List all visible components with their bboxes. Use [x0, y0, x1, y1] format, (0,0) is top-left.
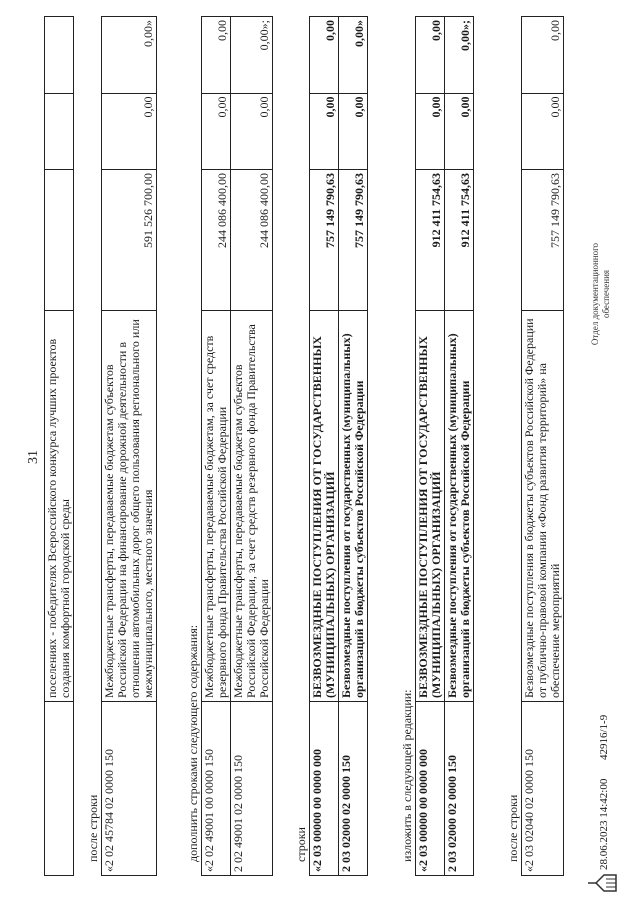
- section-rows: [294, 16, 368, 876]
- value-cell: 0,00»;: [445, 17, 474, 94]
- value-cell: 0,00: [339, 93, 368, 169]
- code-cell: [45, 701, 74, 875]
- value-cell: 0,00: [522, 93, 564, 169]
- code-cell: «2 03 00000 00 0000 000: [416, 701, 445, 875]
- code-cell: 2 03 02000 02 0000 150: [339, 701, 368, 875]
- value-cell: 0,00: [310, 93, 339, 169]
- table-row: [231, 17, 273, 876]
- table-row: [339, 17, 368, 876]
- name-cell: БЕЗВОЗМЕЗДНЫЕ ПОСТУПЛЕНИЯ ОТ ГОСУДАРСТВЕННЫХ (МУНИЦИПАЛЬНЫХ) ОРГАНИЗАЦИЙ: [310, 310, 339, 701]
- value-cell: 0,00»: [102, 17, 157, 94]
- section-label: после строки: [506, 794, 520, 862]
- section-label: строки: [294, 827, 308, 862]
- department-stamp: Отдел документационного обеспечения: [590, 242, 611, 346]
- value-cell: 757 149 790,63: [310, 169, 339, 310]
- code-cell: «2 02 49001 00 0000 150: [202, 701, 231, 875]
- value-cell: 0,00: [202, 93, 231, 169]
- duma-logo-icon: [582, 872, 622, 894]
- value-cell: 0,00: [416, 17, 445, 94]
- name-cell: Межбюджетные трансферты, передаваемые бюджетам субъектов Российской Федерации, за счет средств резервного фонда Правительства Российской Федерации: [231, 310, 273, 701]
- value-cell: 0,00: [522, 17, 564, 94]
- table-row: [416, 17, 445, 876]
- top-table: [44, 16, 74, 876]
- footer-doc-id: 42916/1-9: [598, 714, 610, 760]
- page-number: 31: [26, 450, 41, 464]
- section-add-rows: [186, 16, 273, 876]
- value-cell: 244 086 400,00: [231, 169, 273, 310]
- section-new-wording: [400, 16, 474, 876]
- value-cell: 0,00: [416, 93, 445, 169]
- value-cell: 0,00»;: [231, 17, 273, 94]
- name-cell: Безвозмездные поступления в бюджеты субъектов Российской Федерации от публично-правовой компании «Фонд развития территорий» на обеспечение мероприятий: [522, 310, 564, 701]
- name-cell: поселениях - победителях Всероссийского конкурса лучших проектов создания комфортной городской среды: [45, 310, 74, 701]
- name-cell: Межбюджетные трансферты, передаваемые бюджетам, за счет средств резервного фонда Правительства Российской Федерации: [202, 310, 231, 701]
- section-label: после строки: [86, 794, 100, 862]
- section-after-row: [86, 16, 157, 876]
- section-label: дополнить строками следующего содержания:: [186, 624, 200, 862]
- value-cell: 912 411 754,63: [416, 169, 445, 310]
- table-row: [202, 17, 231, 876]
- value-cell: [45, 17, 74, 94]
- table-row: [445, 17, 474, 876]
- code-cell: «2 03 02040 02 0000 150: [522, 701, 564, 875]
- code-cell: «2 02 45784 02 0000 150: [102, 701, 157, 875]
- value-cell: 912 411 754,63: [445, 169, 474, 310]
- section-label: изложить в следующей редакции:: [400, 689, 414, 862]
- value-cell: 244 086 400,00: [202, 169, 231, 310]
- table-row: [45, 17, 74, 876]
- table-row: [102, 17, 157, 876]
- value-cell: [45, 93, 74, 169]
- footer-date: 28.06.2023 14:42:00: [598, 778, 610, 870]
- section-after-row-2: [506, 16, 564, 876]
- code-cell: 2 03 02000 02 0000 150: [445, 701, 474, 875]
- name-cell: Безвозмездные поступления от государственных (муниципальных) организаций в бюджеты субъектов Российской Федерации: [445, 310, 474, 701]
- value-cell: 0,00: [202, 17, 231, 94]
- value-cell: 757 149 790,63: [339, 169, 368, 310]
- value-cell: 0,00: [102, 93, 157, 169]
- value-cell: 757 149 790,63: [522, 169, 564, 310]
- name-cell: Межбюджетные трансферты, передаваемые бюджетам субъектов Российской Федерации на финансирование дорожной деятельности в отношении автомобильных дорог общего пользования регионального или межмуниципального, местного значения: [102, 310, 157, 701]
- code-cell: 2 02 49001 02 0000 150: [231, 701, 273, 875]
- value-cell: [45, 169, 74, 310]
- name-cell: Безвозмездные поступления от государственных (муниципальных) организаций в бюджеты субъектов Российской Федерации: [339, 310, 368, 701]
- name-cell: БЕЗВОЗМЕЗДНЫЕ ПОСТУПЛЕНИЯ ОТ ГОСУДАРСТВЕННЫХ (МУНИЦИПАЛЬНЫХ) ОРГАНИЗАЦИЙ: [416, 310, 445, 701]
- value-cell: 0,00: [445, 93, 474, 169]
- table-row: [310, 17, 339, 876]
- table-row: [522, 17, 564, 876]
- value-cell: 0,00: [310, 17, 339, 94]
- value-cell: 0,00»: [339, 17, 368, 94]
- value-cell: 0,00: [231, 93, 273, 169]
- value-cell: 591 526 700,00: [102, 169, 157, 310]
- code-cell: «2 03 00000 00 0000 000: [310, 701, 339, 875]
